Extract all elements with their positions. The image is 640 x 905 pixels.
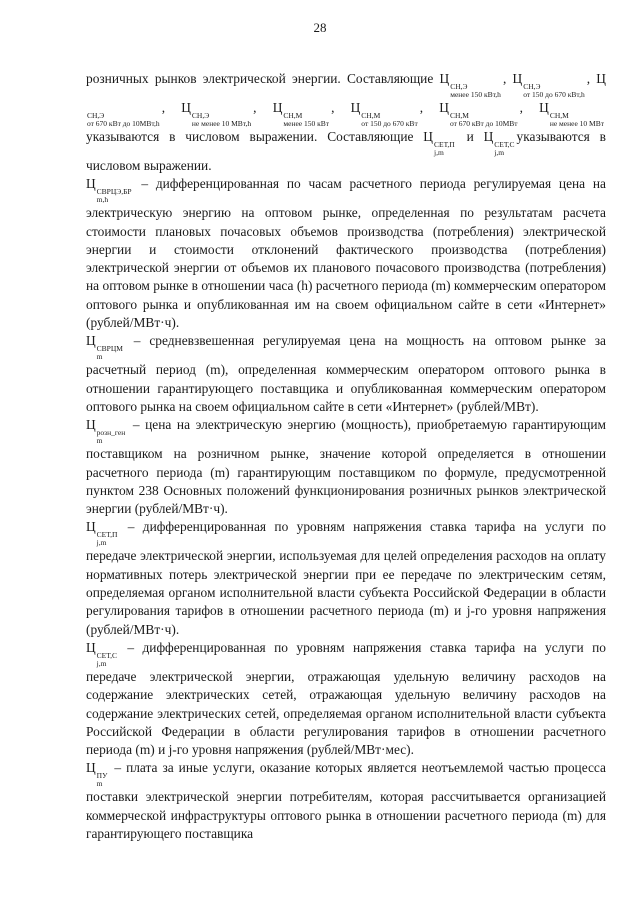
formula-script: ПУ m — [96, 771, 108, 789]
symbol: Ц — [86, 333, 96, 349]
page-number: 28 — [313, 20, 327, 35]
symbol: Ц — [86, 519, 96, 535]
intro-text-a: розничных рынков электрической энергии. Составляющие Ц — [86, 71, 450, 86]
symbol: Ц — [86, 639, 96, 655]
formula-script: СЕТ,П j,m — [96, 530, 118, 548]
formula-script: СН,М менее 150 кВт — [283, 111, 330, 128]
formula-script: СЕТ,П j,m — [433, 140, 455, 157]
symbol: Ц — [86, 760, 96, 776]
intro-text-d: указываются в числовом выражении. — [86, 129, 606, 173]
definition-text: – дифференцированная по часам расчетного периода регулируемая цена на электрическую энергию на оптовом рынке, определенная по результатам расчета стоимости плановых почасовых объемов производства (потребления) электрической энергии и стоимости отклонений фактического производства (потребления) электрической энергии от объемов их планового почасового производства (потребления) на оптовом рынке в отношении часа (h) расчетного периода (m) коммерческим оператором оптового рынка и опубликованная им на своем официальном сайте в сети «Интернет» (рублей/МВт·ч). — [86, 176, 606, 331]
formula-script: СН,М от 150 до 670 кВт — [361, 111, 418, 128]
definition-paragraph — [86, 175, 606, 332]
formula-script: СН,М не менее 10 МВт — [549, 111, 604, 128]
symbol: Ц — [86, 176, 96, 192]
formula-script: СН,Э не менее 10 МВт,h — [191, 111, 252, 128]
definition-text: – дифференцированная по уровням напряжения ставка тарифа на услуги по передаче электрической энергии, используемая для целей определения расходов на оплату нормативных потерь электрической энергии при ее передаче по электрическим сетям, определяемая органом исполнительной власти субъекта Российской Федерации в области регулирования тарифов в отношении расчетного периода (m) и j-го уровня напряжения (рублей/МВт·ч). — [86, 519, 606, 637]
definition-paragraph — [86, 639, 606, 759]
intro-text-c: Составляющие Ц — [327, 129, 433, 144]
formula-script: СН,М от 670 кВт до 10МВт — [449, 111, 518, 128]
definition-paragraph — [86, 332, 606, 416]
definition-text: – дифференцированная по уровням напряжения ставка тарифа на услуги по передаче электрической энергии, отражающая удельную величину расходов на содержание электрических сетей, отражающая удельную величину расходов на содержание электрических сетей, определяемая органом исполнительной власти субъекта Российской Федерации в области регулирования тарифов в отношении расчетного периода (m) и j-го уровня напряжения (рублей/МВт·мес). — [86, 639, 606, 758]
formula-script: СН,Э от 150 до 670 кВт,h — [523, 82, 585, 99]
definition-text: – цена на электрическую энергию (мощность), приобретаемую гарантирующим поставщиком на розничном рынке, значение которой определяется в отношении расчетного периода (m) гарантирующим поставщиком по формуле, предусмотренной пунктом 238 Основных положений функционирования розничных рынков электрической энергии (рублей/МВт·ч). — [86, 417, 606, 517]
symbol: Ц — [86, 417, 96, 433]
intro-text-b: указываются в числовом выражении. — [86, 129, 318, 144]
formula-script: СВРЦЭ,БР m,h — [96, 187, 132, 205]
definition-text: – средневзвешенная регулируемая цена на мощность на оптовом рынке за расчетный период (m), определенная коммерческим оператором оптового рынка в отношении гарантирующего поставщика и опубликованная коммерческим оператором оптового рынка на своем официальном сайте в сети «Интернет» (рублей/МВт). — [86, 333, 606, 414]
definition-text: – плата за иные услуги, оказание которых является неотъемлемой частью процесса поставки электрической энергии потребителям, которая рассчитывается организацией коммерческой инфраструктуры оптового рынка в отношении расчетного периода (m) для гарантирующего поставщика — [86, 760, 606, 842]
formula-script: СН,Э менее 150 кВт,h — [450, 82, 501, 99]
formula-script: СВРЦМ m — [96, 344, 123, 362]
formula-script: СН,Э от 670 кВт до 10МВт,h — [87, 111, 160, 128]
definition-paragraph — [86, 416, 606, 518]
formula-script: СЕТ,С j,m — [494, 140, 515, 157]
definition-paragraph — [86, 759, 606, 843]
document-body — [86, 70, 606, 843]
definition-paragraph — [86, 518, 606, 638]
formula-script: СЕТ,С j,m — [96, 650, 117, 668]
formula-script: розн_ген m — [96, 428, 126, 446]
intro-paragraph: розничных рынков электрической энергии. Составляющие Ц СН,Э менее 150 кВт,h , Ц СН,Э от 150 до 670 кВт,h , Ц СН,Э от 670 кВт до 10МВт,h , Ц СН,Э не менее 10 МВт,h , Ц СН,М менее 150 кВт , Ц СН,М от 150 до 670 кВт , Ц СН,М от 670 кВт до 10МВт , Ц СН,М не менее 10 МВт указываются в числовом выражении. Составляющие Ц СЕТ,П j,m и Ц СЕТ,С j,m указываются в числовом выражении. — [86, 71, 606, 173]
